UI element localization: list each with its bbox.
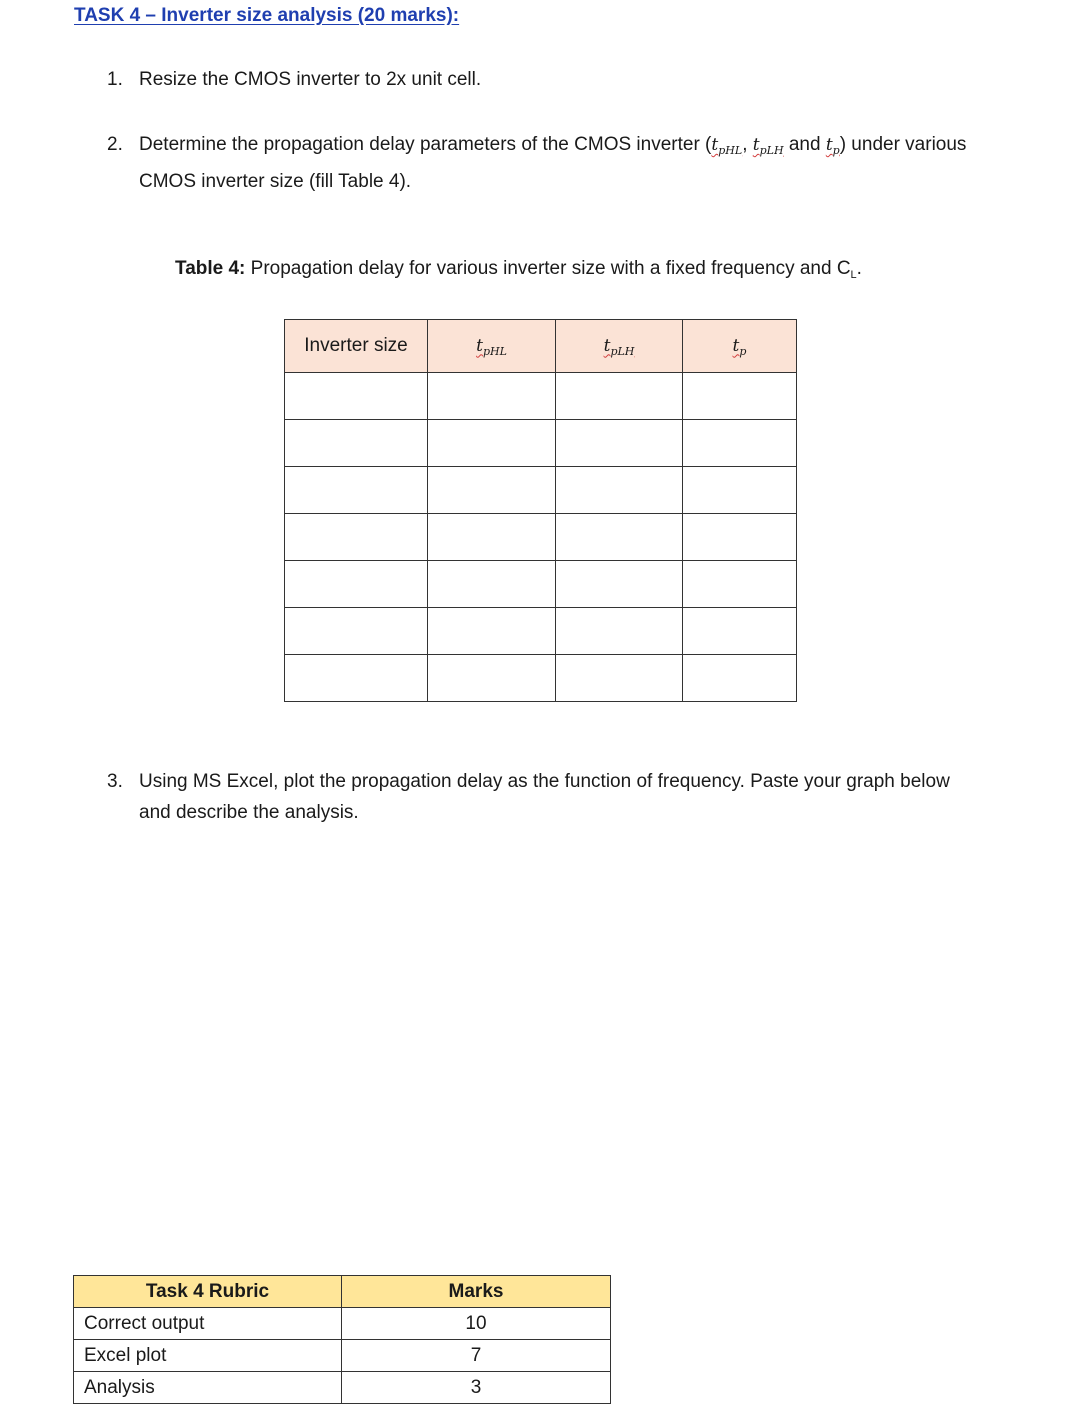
item-text-b: ) under various xyxy=(839,134,967,155)
table-cell[interactable] xyxy=(556,373,683,420)
rubric-criterion: Correct output xyxy=(74,1308,342,1340)
table-cell[interactable] xyxy=(428,467,556,514)
table-cell[interactable] xyxy=(683,467,797,514)
tphl-symbol: $t_{pHL}$ xyxy=(711,135,743,157)
col-header-tphl: $t_{pHL}$ xyxy=(428,320,556,373)
instruction-2 xyxy=(107,129,966,197)
item-text: Resize the CMOS inverter to 2x unit cell. xyxy=(139,69,482,90)
table-cell[interactable] xyxy=(556,514,683,561)
table-cell[interactable] xyxy=(428,514,556,561)
table-cell[interactable] xyxy=(683,514,797,561)
item-text-line2: and describe the analysis. xyxy=(139,802,359,823)
rubric-marks: 7 xyxy=(342,1340,611,1372)
task-heading: TASK 4 – Inverter size analysis (20 marks): xyxy=(74,5,460,26)
table-cell[interactable] xyxy=(683,561,797,608)
table-cell[interactable] xyxy=(556,608,683,655)
table-cell[interactable] xyxy=(285,467,428,514)
table-cell[interactable] xyxy=(285,655,428,702)
table-cell[interactable] xyxy=(428,561,556,608)
item-number: 3. xyxy=(107,771,123,792)
tp-symbol: $t_p$ xyxy=(825,135,840,157)
table4 xyxy=(284,319,797,702)
tplh-symbol: $t_{pLH}$ xyxy=(752,135,784,157)
table-cell[interactable] xyxy=(285,608,428,655)
rubric-row xyxy=(74,1340,611,1372)
table-cell[interactable] xyxy=(285,373,428,420)
table-cell[interactable] xyxy=(683,420,797,467)
table4-caption: Table 4: Propagation delay for various inverter size with a fixed frequency and $C_L$. xyxy=(175,258,862,281)
rubric-header-row xyxy=(74,1276,611,1308)
col-header-inverter-size: Inverter size xyxy=(285,320,428,373)
table-row xyxy=(285,467,797,514)
table-cell[interactable] xyxy=(556,561,683,608)
table-row xyxy=(285,608,797,655)
rubric-marks: 10 xyxy=(342,1308,611,1340)
rubric-header-criterion: Task 4 Rubric xyxy=(74,1276,342,1308)
table-row xyxy=(285,373,797,420)
caption-label: Table 4: xyxy=(175,258,246,279)
instruction-3 xyxy=(107,766,950,828)
item-number: 2. xyxy=(107,134,123,155)
table-row xyxy=(285,514,797,561)
table-cell[interactable] xyxy=(556,467,683,514)
table-cell[interactable] xyxy=(285,514,428,561)
table-cell[interactable] xyxy=(556,655,683,702)
table-row xyxy=(285,561,797,608)
table-cell[interactable] xyxy=(556,420,683,467)
table-cell[interactable] xyxy=(428,420,556,467)
table-header-row xyxy=(285,320,797,373)
item-text: Using MS Excel, plot the propagation delay as the function of frequency. Paste your graph below xyxy=(139,771,950,792)
table-cell[interactable] xyxy=(683,608,797,655)
col-header-tp: $t_p$ xyxy=(683,320,797,373)
rubric-criterion: Excel plot xyxy=(74,1340,342,1372)
item-text-line2: CMOS inverter size (fill Table 4). xyxy=(139,171,412,192)
table-row xyxy=(285,420,797,467)
table-cell[interactable] xyxy=(683,655,797,702)
rubric-criterion: Analysis xyxy=(74,1372,342,1404)
item-number: 1. xyxy=(107,69,123,90)
separator: and xyxy=(783,134,826,155)
rubric-header-marks: Marks xyxy=(342,1276,611,1308)
instruction-1 xyxy=(107,64,481,95)
table-cell[interactable] xyxy=(428,608,556,655)
rubric-row xyxy=(74,1372,611,1404)
item-text-a: Determine the propagation delay parameters of the CMOS inverter ( xyxy=(139,134,712,155)
rubric-table xyxy=(73,1275,611,1404)
table-cell[interactable] xyxy=(285,561,428,608)
separator: , xyxy=(742,134,753,155)
col-header-tplh: $t_{pLH}$ xyxy=(556,320,683,373)
caption-subscript: L xyxy=(850,269,857,281)
table-cell[interactable] xyxy=(683,373,797,420)
table-cell[interactable] xyxy=(428,655,556,702)
rubric-marks: 3 xyxy=(342,1372,611,1404)
rubric-row xyxy=(74,1308,611,1340)
caption-text: Propagation delay for various inverter size with a fixed frequency and C xyxy=(245,258,851,279)
table-cell[interactable] xyxy=(285,420,428,467)
table-row xyxy=(285,655,797,702)
table-cell[interactable] xyxy=(428,373,556,420)
